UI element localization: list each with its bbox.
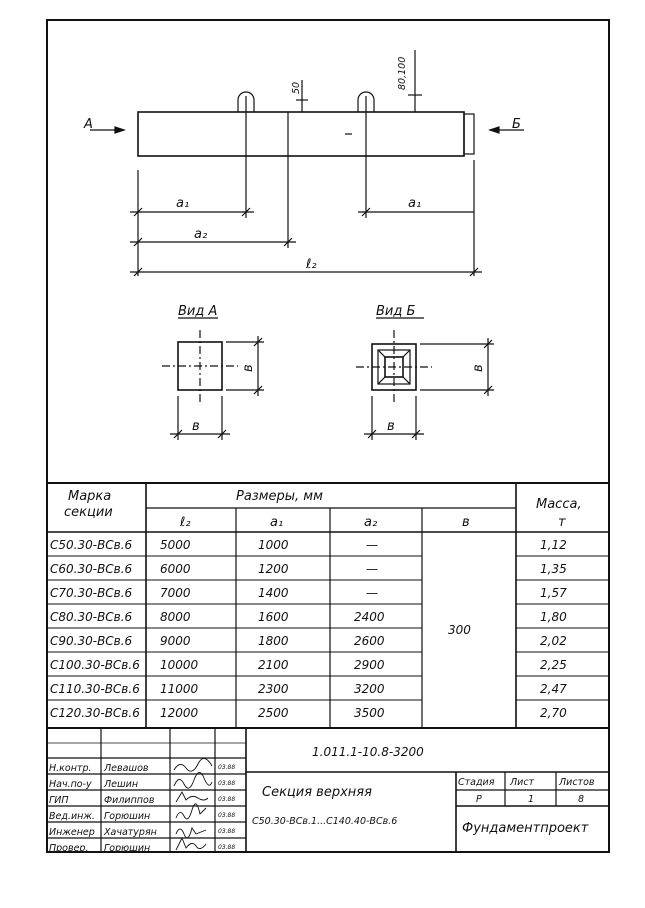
row-a2: — (366, 562, 378, 576)
signature-6 (176, 838, 206, 850)
signer-date: 03.88 (218, 796, 236, 803)
row-l2: 12000 (160, 706, 199, 720)
row-a1: 2100 (258, 658, 289, 672)
signer-name: Горюшин (104, 811, 151, 822)
row-a1: 1400 (258, 586, 289, 600)
b-value: 300 (448, 623, 471, 637)
header-col-a2: a₂ (364, 515, 378, 530)
view-a-dim-side: в (241, 364, 256, 372)
stage-label: Стадия (458, 777, 495, 788)
dim-a1-left-text: a₁ (176, 196, 190, 211)
row-mass: 1,35 (540, 562, 567, 576)
row-mass: 1,57 (540, 586, 567, 600)
row-mark: С50.30-ВСв.6 (50, 538, 133, 552)
row-mass: 2,47 (540, 682, 567, 696)
row-mark: С90.30-ВСв.6 (50, 634, 133, 648)
row-l2: 8000 (160, 610, 191, 624)
dim-a2-text: a₂ (194, 227, 208, 242)
row-a2: 2400 (354, 610, 385, 624)
row-mass: 1,12 (540, 538, 567, 552)
signer-date: 03.88 (218, 828, 236, 835)
signer-role: Инженер (49, 827, 95, 838)
view-a (162, 318, 264, 440)
signer-date: 03.88 (218, 764, 236, 771)
row-l2: 5000 (160, 538, 191, 552)
view-b-dim-bottom: в (387, 419, 395, 434)
signer-rows (49, 763, 235, 854)
signature-3 (176, 792, 208, 802)
row-a1: 2300 (258, 682, 289, 696)
beam-end-cap (464, 114, 474, 154)
doc-subtitle: С50.30-ВСв.1...С140.40-ВСв.6 (252, 816, 398, 827)
view-a-dim-bottom: в (192, 419, 200, 434)
signer-role: ГИП (49, 795, 69, 806)
signer-date: 03.88 (218, 812, 236, 819)
sheets-value: 8 (578, 794, 585, 805)
row-l2: 7000 (160, 586, 191, 600)
header-col-b: в (462, 515, 470, 530)
row-mark: С110.30-ВСв.6 (50, 682, 140, 696)
header-sizes: Размеры, мм (236, 489, 323, 504)
header-col-a1: a₁ (270, 515, 284, 530)
beam-elevation (90, 50, 524, 276)
signer-role: Вед.инж. (49, 811, 95, 822)
signature-5 (176, 828, 206, 838)
view-b-dim-side: в (471, 364, 486, 372)
sheets-label: Листов (559, 777, 595, 788)
signer-name: Хачатурян (104, 827, 157, 838)
organization: Фундаментпроект (462, 821, 589, 836)
row-a1: 1000 (258, 538, 289, 552)
row-a2: 3200 (354, 682, 385, 696)
row-mass: 1,80 (540, 610, 567, 624)
stage-value: Р (476, 794, 482, 805)
header-mark-line1: Марка (68, 489, 112, 504)
signer-date: 03.88 (218, 844, 236, 851)
header-mass-line2: т (558, 515, 566, 530)
signer-name: Филиппов (104, 795, 155, 806)
row-a2: 2600 (354, 634, 385, 648)
signer-name: Лешин (104, 779, 139, 790)
signer-name: Левашов (104, 763, 149, 774)
header-col-l2: ℓ₂ (180, 515, 191, 530)
view-b-title: Вид Б (376, 304, 416, 319)
row-l2: 10000 (160, 658, 199, 672)
signer-role: Нач.по-у (49, 779, 92, 790)
row-l2: 6000 (160, 562, 191, 576)
view-b (356, 318, 494, 440)
signer-name: Горюшин (104, 843, 151, 854)
row-a1: 1600 (258, 610, 289, 624)
view-a-title: Вид А (178, 304, 218, 319)
row-mark: С70.30-ВСв.6 (50, 586, 133, 600)
row-mass: 2,25 (540, 658, 567, 672)
dim-80-100-text: 80,100 (397, 56, 408, 90)
row-mark: С80.30-ВСв.6 (50, 610, 133, 624)
table-rows (50, 538, 567, 720)
row-a2: — (366, 586, 378, 600)
header-mark-line2: секции (64, 505, 113, 520)
signer-role: Провер. (49, 843, 89, 854)
header-mass-line1: Масса, (536, 497, 582, 512)
doc-code: 1.011.1-10.8-3200 (312, 745, 424, 759)
row-mark: С120.30-ВСв.6 (50, 706, 140, 720)
row-mass: 2,70 (540, 706, 567, 720)
sheet-value: 1 (528, 794, 535, 805)
sheet-label: Лист (510, 777, 535, 788)
row-mass: 2,02 (540, 634, 567, 648)
row-a1: 2500 (258, 706, 289, 720)
beam-body (138, 112, 464, 156)
row-mark: С60.30-ВСв.6 (50, 562, 133, 576)
signature-1 (174, 758, 212, 771)
signature-2 (174, 772, 212, 788)
row-a2: 2900 (354, 658, 385, 672)
row-a2: — (366, 538, 378, 552)
signer-role: Н.контр. (49, 763, 92, 774)
dim-50-text: 50 (291, 81, 302, 94)
row-l2: 11000 (160, 682, 199, 696)
dim-l2-text: ℓ₂ (306, 257, 317, 272)
row-l2: 9000 (160, 634, 191, 648)
doc-title: Секция верхняя (262, 785, 372, 800)
row-mark: С100.30-ВСв.6 (50, 658, 140, 672)
row-a2: 3500 (354, 706, 385, 720)
row-a1: 1200 (258, 562, 289, 576)
dim-a1-right-text: a₁ (408, 196, 422, 211)
row-a1: 1800 (258, 634, 289, 648)
label-b: Б (512, 117, 521, 132)
signer-date: 03.88 (218, 780, 236, 787)
label-a: А (84, 117, 93, 132)
